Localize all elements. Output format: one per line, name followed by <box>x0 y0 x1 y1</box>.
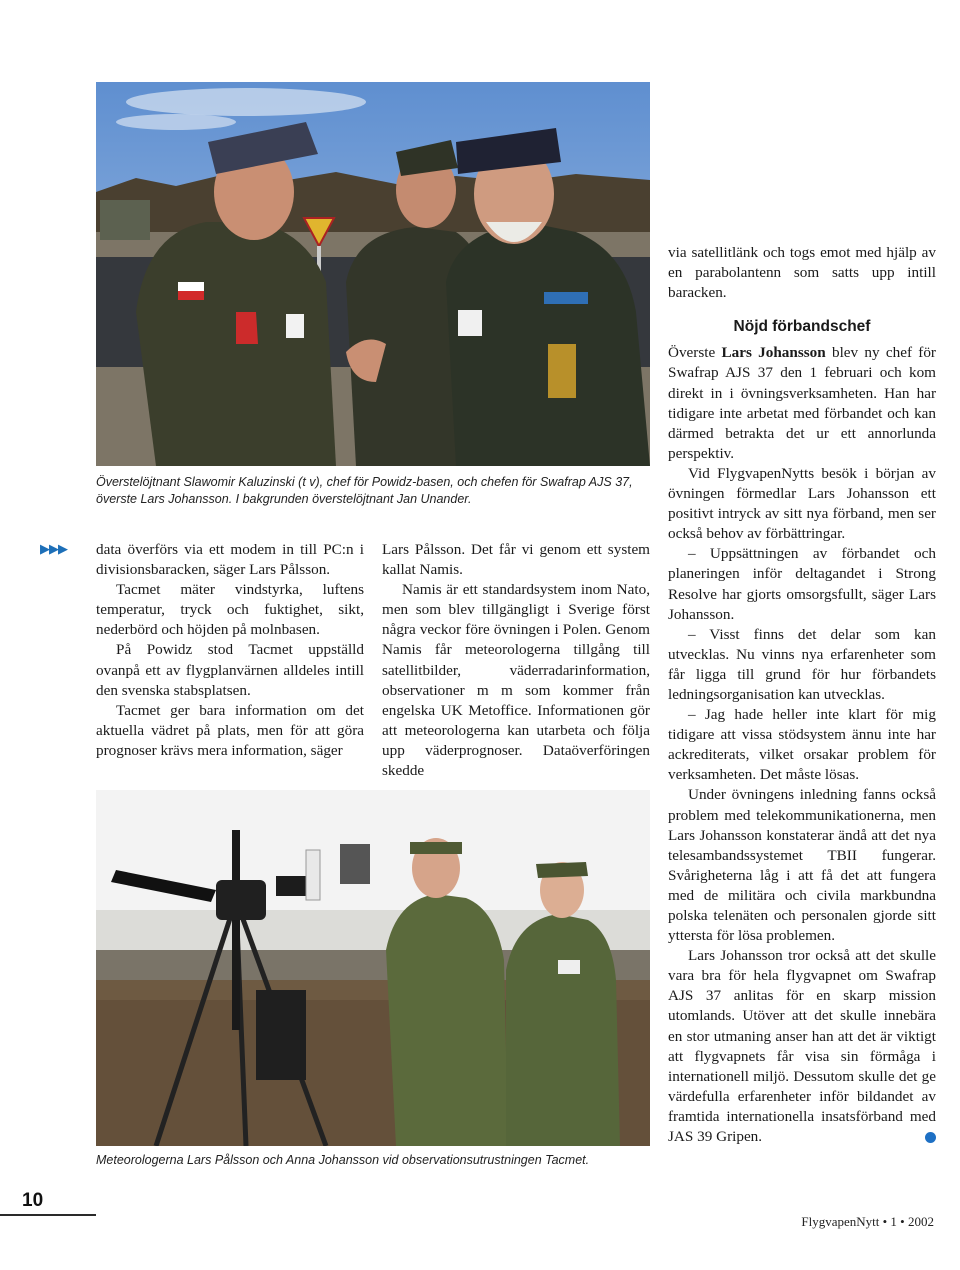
column-3-lead <box>668 343 936 464</box>
bottom-photo-caption: Meteorologerna Lars Pålsson och Anna Johansson vid observationsutrustningen Tacmet. <box>96 1153 590 1167</box>
bottom-photo-illustration <box>96 790 650 1146</box>
column-3-last-paragraph-text: Lars Johansson tror också att det skulle vara bra för hela flygvapnet om Swafrap AJS 37 anlitas för en skarp mission utomlands. Utöver att det skulle innebära en stor utmaning anser han att det är viktigt att flygvapnets får visa sin förmåga i internationell miljö. Dessutom skulle det ge värdefulla erfarenheter inför bildandet av framtida internationella insatsförband med JAS 39 Gripen. <box>668 947 936 1146</box>
column-1-paragraph: Tacmet ger bara information om det aktuella vädret på plats, men för att göra prognoser krävs mera information, säger <box>96 701 364 759</box>
column-3-paragraph: Vid FlygvapenNytts besök i början av övningen förmedlar Lars Johansson ett positivt intryck av sitt nya förband, men ser också behov av förbättringar. <box>668 464 936 543</box>
top-photo-illustration <box>96 82 650 466</box>
bottom-photo <box>96 790 650 1146</box>
column-1 <box>96 540 364 761</box>
column-1-paragraph: data överförs via ett modem in till PC:n i divisionsbaracken, säger Lars Pålsson. <box>96 541 364 579</box>
lead-text-before: Överste <box>668 344 722 362</box>
column-3-paragraph <box>668 946 936 1147</box>
column-2 <box>382 540 650 781</box>
page-number: 10 <box>22 1190 44 1211</box>
section-heading: Nöjd förbandschef <box>733 318 871 336</box>
column-1-paragraph: På Powidz stod Tacmet uppställd ovanpå ett av flygplanvärnen alldeles intill den svenska stabsplatsen. <box>96 641 364 699</box>
page-number-rule <box>0 1214 96 1216</box>
column-2-paragraph: Namis är ett standardsystem inom Nato, men som blev tillgängligt i Sverige först några veckor före övningen i Polen. Genom Namis får meteorologerna tillgång till satellitbilder, väderradarinformation, observationer m m som kommer från engelska UK Metoffice. Informationen gör att meteorologerna kan utarbeta och följa upp väderprognoser. Dataöverföringen skedde <box>382 581 650 780</box>
column-3-paragraph: – Jag hade heller inte klart för mig tidigare att vissa stödsystem ännu inte har ackrediterats, vilket orsakar problem för verksamheten. Det måste lösas. <box>668 706 936 784</box>
column-3 <box>668 243 936 1147</box>
column-2-paragraph: Lars Pålsson. Det får vi genom ett system kallat Namis. <box>382 541 650 579</box>
footer-publication: FlygvapenNytt • 1 • 2002 <box>801 1214 934 1229</box>
article-end-dot-icon <box>925 1132 936 1143</box>
column-3-paragraph: – Uppsättningen av förbandet och planeringen inför deltagandet i Strong Resolve har gjorts omsorgsfullt, säger Lars Johansson. <box>668 545 936 623</box>
column-1-paragraph: Tacmet mäter vindstyrka, luftens temperatur, tryck och fuktighet, sikt, nederbörd och höjden på molnbasen. <box>96 581 364 639</box>
lead-text-after: blev ny chef för Swafrap AJS 37 den 1 februari och kom direkt in i övningsverksamheten. Han har tidigare inte arbetat med förbandet och kan därmed betrakta det ur ett annorlunda perspektiv. <box>668 344 936 462</box>
lead-name: Lars Johansson <box>721 344 826 362</box>
column-3-intro: via satellitlänk och togs emot med hjälp av en parabolantenn som satts upp intill baracken. <box>668 244 936 302</box>
top-photo-caption: Överstelöjtnant Slawomir Kaluzinski (t v), chef för Powidz-basen, och chefen för Swafrap AJS 37, överste Lars Johansson. I bakgrunden överstelöjtnant Jan Unander. <box>96 475 633 506</box>
column-3-paragraph: – Visst finns det delar som kan utvecklas. Nu vinns nya erfarenheter som får ligga till grund för hur förbandets ledningsorganisation kan utvecklas. <box>668 625 936 703</box>
top-photo <box>96 82 650 466</box>
column-3-paragraph: Under övningens inledning fanns också problem med telekommunikationerna, men Lars Johansson konstaterar ändå att det nya telesambandssystemet TBII fungerar. Svårigheterna låg i att få det att fungera med de militära och civila markbundna polska telenäten och personalen gjorde sitt yttersta för lösa problemen. <box>668 786 936 945</box>
continuation-arrows-icon: ▶▶▶ <box>40 542 67 557</box>
